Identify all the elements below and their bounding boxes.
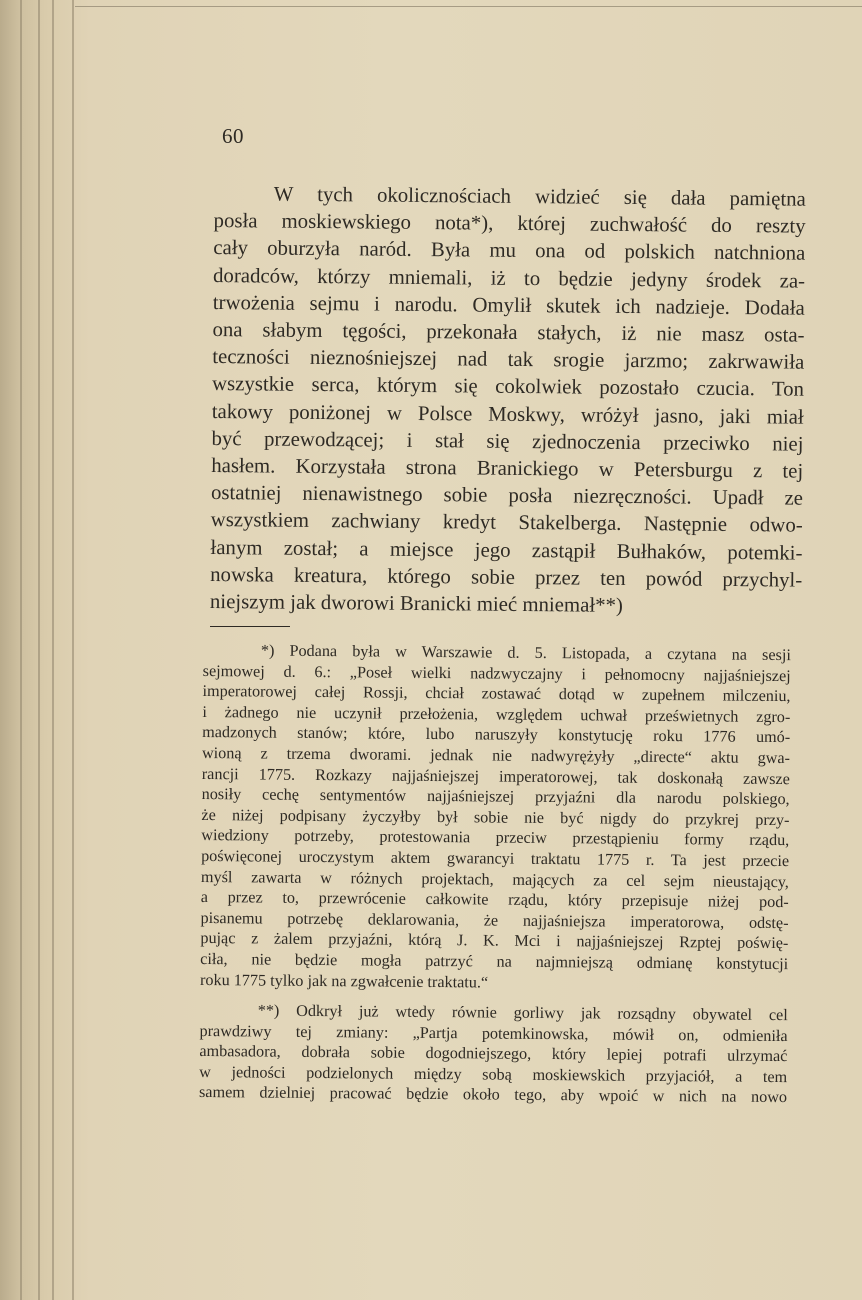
body-line: wszystkiem zachwiany kredyt Stakelberga. Następnie odwo- [210,508,803,538]
footnote-line: roku 1775 tylko jak na zgwałcenie traktatu.“ [199,970,489,992]
footnote-separator [210,626,290,627]
footnote-line: *) Podana była w Warszawie d. 5. Listopada, a czytana na sesji [260,641,791,665]
body-paragraph [210,180,806,621]
body-line: ostatniej nienawistnego sobie posła niezręczności. Upadł ze [210,481,804,510]
footnote-2 [199,1000,788,1108]
footnote-line: ciła, nie będzie mogła patrzyć na najmniejszą odmianę konstytucji [200,949,789,974]
footnote-line: sejmowej d. 6.: „Poseł wielki nadzwyczajny i pełnomocny najjaśniejszej [202,661,791,685]
footnote-line: prawdziwy tej zmiany: „Partja potemkinowska, mówił on, odmieniła [199,1021,788,1045]
page-edge-line [20,0,22,1300]
page-edge-line [72,0,74,1300]
body-line: łanym został; a miejsce jego zastąpił Bułhaków, potemki- [210,535,803,565]
footnote-line: w jedności podzielonych między sobą moskiewskich przyjaciół, a tem [199,1062,788,1086]
page-number: 60 [222,124,244,148]
footnote-line: samem dzielniej pracować będzie około tego, aby wpoić w nich na nowo [198,1083,788,1107]
footnote-line: pując z żalem przyjaźni, którą J. K. Mci i najjaśniejszej Rzptej poświę- [200,929,789,953]
body-line: takowy poniżonej w Polsce Moskwy, wróżył jasno, jaki miał [211,399,804,429]
footnotes [199,640,791,1108]
top-edge-line [75,6,862,7]
body-line: trwożenia sejmu i narodu. Omylił skutek ich nadzieje. Dodała [212,290,805,320]
page-edge-line [52,0,54,1300]
footnote-line: wioną z trzema dworami. jednak nie nadwyrężyły „directe“ aktu gwa- [201,743,791,768]
body-line: W tych okolicznościach widzieć się dała pamiętna [273,182,806,211]
footnote-line: madzonych stanów; które, lubo naruszyły konstytucję roku 1776 umó- [202,723,791,747]
footnote-line: wiedziony potrzeby, protestowania przeciw przestąpieniu formy rządu, [201,826,790,850]
footnote-line: **) Odkrył już wtedy równie gorliwy jak rozsądny obywatel cel [257,1001,788,1025]
footnote-line: że niżej podpisany życzyłby był sobie nie być nigdy do przykrej przy- [201,805,790,829]
body-line: niejszym jak dworowi Branicki mieć mniemał**) [209,590,623,617]
footnote-line: myśl zawarta w różnych projektach, mających za cel sejm nieustający, [200,867,789,891]
footnote-line: i żadnego nie uczynił przełożenia, względem uchwał prześwietnych zgro- [202,702,791,726]
footnote-line: imperatorowej całej Rossji, chciał zostawać dotąd w zupełnem milczeniu, [202,682,791,706]
body-line: doradców, którzy mniemali, iż to będzie jedyny środek za- [212,263,806,293]
footnote-line: poświęconej uroczystym aktem gwarancyi traktatu 1775 r. Ta jest przecie [201,846,790,871]
footnote-line: nosiły cechę sentymentów najjaśniejszej przyjaźni dla narodu polskiego, [201,785,790,809]
body-line: nowska kreatura, którego sobie przez ten powód przychyl- [210,562,803,592]
footnote-line: pisanemu potrzebę deklarowania, że najjaśniejsza imperatorowa, odstę- [200,908,789,932]
footnote-line: ambasadora, dobrała sobie dogodniejszego, który lepiej potrafi ulrzymać [199,1042,788,1066]
footnote-line: a przez to, przewrócenie całkowite rządu, który przepisuje niżej pod- [200,888,789,912]
body-line: wszystkie serca, którym się cokolwiek pozostało czucia. Ton [211,372,805,402]
body-line: posła moskiewskiego nota*), której zuchwałość do reszty [213,209,806,238]
body-line: ona słabym tęgości, przekonała stałych, iż nie masz osta- [212,318,805,347]
body-line: być przewodzącej; i stał się zjednoczenia przeciwko niej [211,426,804,456]
body-line: hasłem. Korzystała strona Branickiego w Petersburgu z tej [211,454,804,483]
footnote-1 [200,640,791,995]
body-line: cały oburzyła naród. Była mu ona od polskich natchniona [213,236,806,266]
body-line: teczności nieznośniejszej nad tak srogie jarzmo; zakrwawiła [212,345,805,374]
footnote-line: rancji 1775. Rozkazy najjaśniejszej imperatorowej, tak doskonałą zawsze [201,764,790,788]
page-edge-line [38,0,40,1300]
